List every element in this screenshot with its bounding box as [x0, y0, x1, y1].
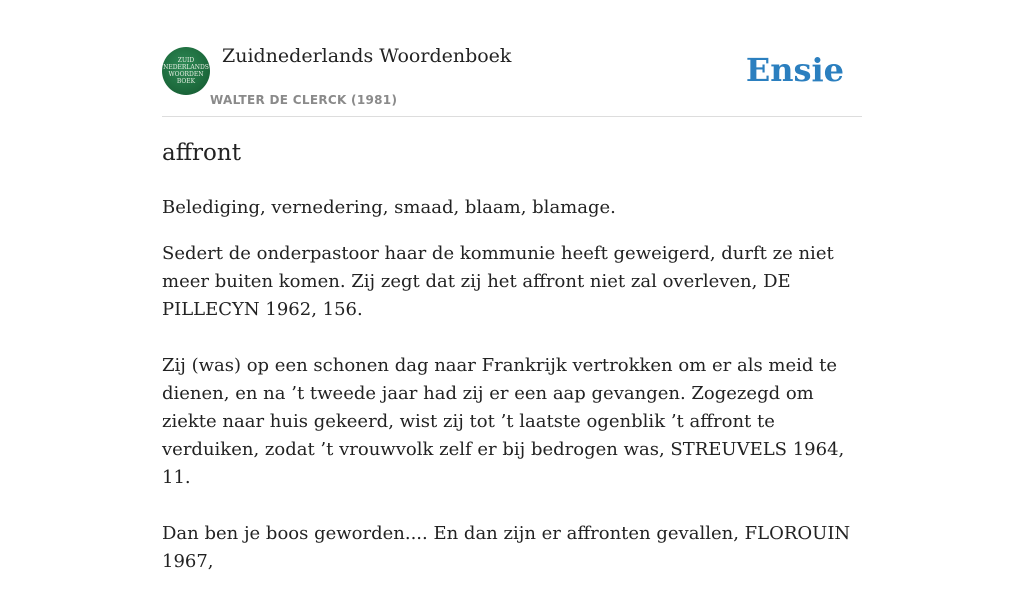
citation-quote: Zij (was) op een schonen dag naar Frankrijk vertrokken om er als meid te dienen, en na ’t tweede jaar had zij er een aap gevangen. Zogezegd om ziekte naar huis gekeerd, wist zij tot ’t laatste ogenblik ’t affront te verduiken, zodat ’t vrouwvolk zelf er bij bedrogen was, STREUVELS 1964, 11.: [162, 355, 845, 488]
brand-logo-link[interactable]: Ensie: [745, 51, 844, 89]
entry-definition: Belediging, vernedering, smaad, blaam, blamage.: [162, 197, 616, 218]
page-container: [162, 0, 862, 572]
dictionary-header: [162, 0, 862, 117]
citation-quote: Dan ben je boos geworden.... En dan zijn er affronten gevallen, FLOROUIN 1967,: [162, 523, 851, 572]
entry-term: affront: [162, 140, 241, 166]
logo-text-line-2: NEDERLANDS: [163, 64, 209, 71]
logo-text-line-3: WOORDEN: [168, 71, 204, 78]
logo-text-line-1: ZUID: [177, 57, 195, 64]
dictionary-logo[interactable]: [162, 47, 210, 95]
citation-quote: Sedert de onderpastoor haar de kommunie heeft geweigerd, durft ze niet meer buiten komen. Zij zegt dat zij het affront niet zal overleven, DE PILLECYN 1962, 156.: [162, 243, 834, 320]
logo-text-line-4: BOEK: [176, 78, 196, 85]
dictionary-title-link[interactable]: Zuidnederlands Woordenboek: [222, 45, 512, 67]
dictionary-author: WALTER DE CLERCK (1981): [210, 93, 398, 107]
citation-list: [162, 240, 862, 604]
